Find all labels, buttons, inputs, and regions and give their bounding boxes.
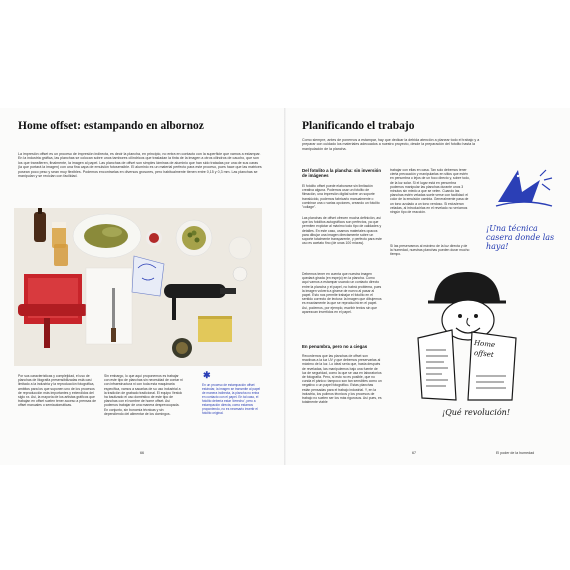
left-column-2: Sin embargo, lo que aquí proponemos es trabajar con este tipo de planchas sin necesidad de contar ni con infraestructura ni con toda esta maquinaria específica, vamos a sacarlas de su uso industrial a la tradición de grabado tradicional. El equipo Vestok ha bautizado el uso doméstico de este tipo de planchas con el nombre de home offset. Así podemos trabajar de una manera despreocupada. En conjunto, sin bonomía técnicas y sin dependiendo del alimentar de los domingos. [104,374,183,416]
gutter [284,108,286,465]
right-page [286,108,570,465]
left-page-title: Home offset: estampando en albornoz [18,120,204,132]
right-page-title: Planificando el trabajo [302,120,415,132]
left-folio: 66 [140,451,144,455]
right-intro: Como siempre, antes de ponernos a estampar, hay que dedicar la debida atención a planear todo el trabajo y a preparar con cuidado los materiales adecuados a nuestro proyecto, desde la preparación del fotolito hasta la manipulación de la plancha. [302,138,480,151]
left-intro: La impresión offset es un proceso de impresión indirecta, es decir la plancha, en principio, no entra en contacto con la superficie que vamos a estampar. En la industria gráfica, las planchas se colocan sobre unos tambores cilíndricos que trasladan la tinta de la imagen a otros cilindros de caucho, que son los que transfieren, finalmente, la imagen al papel. Las planchas de offset son simples láminas de aluminio que han sido tratadas por una de sus caras (la que portará la imagen) con una fina capa de emulsión fotosensible. El aluminio es un material perfecto para este proceso, pues hace que las matrices posean poco peso y sean muy flexibles. Podemos encontrarlas en diversos grosores, pero habitualmente tienen entre 0,15 y 0,3 mm. Las planchas se manipulan y se reciclan con facilidad. [18,152,262,179]
newspaper-word-offset: offset [473,348,495,360]
right-column-2: trabajar con ellas en casa. Tan solo debemos tener cierta precaución y manipularlas en sitios que estén en penumbra o lejos de un foco directo y, sobre todo, de la luz solar. Si el lugar está en penumbra podemos manipular las planchas durante unos 3 minutos sin miedo a que se velen. Cuando las planchas estén veladas suele verse con facilidad: el color de la emulsión cambia. Generalmente pasa de un tono azulado a un tono verdoso. Si estuvieran veladas, al introducirlas en el revelado no veríamos ningún tipo de reacción. [390,168,470,215]
subheading-penumbra: En penumbra, pero no a ciegas [302,344,368,349]
asterisk-icon: ✱ [203,370,211,380]
left-column-1: Por sus características y complejidad, el uso de planchas de litografía presensibilizadas está casi limitado a la industria y la reproducción fotográfica, ambitos para los que suponen uno de los procesos de reproducción más importantes y extendidos del siglo xx. Así, la mayoría de los artistas gráficos que trabajan en offset suelen tener acceso a prensas de offset manuales o semiautomáticas. [18,374,96,408]
right-column-2b: Si las preservamos al máximo de la luz directa y de la humedad, nuestras planchas pueden durar mucho tiempo. [390,244,470,257]
subheading-fotolito: Del fotolito a la plancha: sin inversión de imágenes [302,168,382,179]
hand-bubble-text: ¡Qué revolución! [442,408,511,417]
press-photo-illustration [14,208,262,366]
hand-drawing [412,258,532,404]
right-column-1a: El fotolito offset puede elaborarse sin limitación creativa alguna. Podemos usar un fotolito de filmación, una impresión digital sobre un soporte translúcido, podemos fabricarlo manualmente o combinar una o varias opciones, creando un fotolito "collage". [302,184,380,210]
right-folio: 67 [412,451,416,455]
right-column-1d: Recordemos que las planchas de offset son reactivas a la luz UV y que debemos preservarlas al máximo de la luz. Lo ideal sería que, hasta después de reveladas, las manipulemos bajo una fuente de luz de seguridad, como la que se usa en laboratorios de fotografía. Pero, si esto no es posible, que no cunda el pánico: tampoco son tan sensibles como un negativo o un papel fotográfico. Estas planchas están pensadas para el trabajo industrial. Y, en la industria, los pulimos técnicos y los procesos de trabajo no suelen ser los más rigurosos. Así pues, es totalmente viable [302,354,382,405]
press-photo [14,208,262,366]
right-column-1c: Debemos tener en cuenta que nuestra imagen quedará girada (en espejo) en la plancha. Como aquí vamos a estampar usando un contacto directo entre la plancha y el papel, no habrá problema, pues la imagen volverá a girarse de nuevo al pasar al papel. Esto nos permite trabajar el fotolito en el sentido correcto de lectura: la imagen que dibujemos es exactamente la que se reproducirá en el papel. Así, podemos, por ejemplo, escribir textos sin que aparezcan invertidos en el papel. [302,272,382,314]
right-column-1b: Las planchas de offset ofrecen mucha definición, así que los fotolitos autográficos son perfectos, ya que permiten explotar al máximo todo tipo de calidades y detalles. En este caso, usamos materiales opacos para dibujar una imagen directamente sobre un soporte totalmente transparente, y perfecto para este uso es acetato fino (de unas 100 micras). [302,216,382,246]
left-sidenote: En un proceso de estampación offset estándar, la imagen se transmite al papel de manera indirecta, la plancha no entra en contacto con el papel. En tal caso, el fotolito debería estar 'derecho', pero a estampación directa, como estamos proponiendo, no es necesario invertir el fotolito original. [202,383,261,415]
running-head: El poder de la humedad [496,451,535,455]
bird-drawing [492,162,556,218]
newspaper-word-home: Home [473,338,496,350]
left-page [0,108,284,465]
handwritten-note: ¡Una técnica casera donde las haya! [486,224,555,251]
